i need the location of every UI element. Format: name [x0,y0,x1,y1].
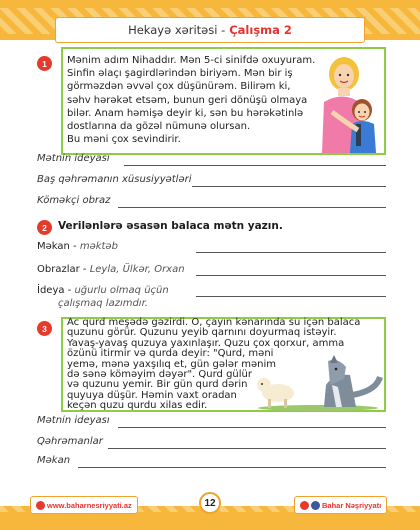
globe-icon [36,501,45,510]
field-label: Qəhrəmanlar [37,436,103,447]
task3-line: də sənə köməyim dəyər". Qurd gülür [67,369,252,381]
publisher-text: Bahar Nəşriyyatı [322,500,382,510]
answer-line[interactable] [196,296,386,297]
task3-line: yemə, mənə yaxşılıq et, gün gələr mənim [67,358,277,370]
task3-line: Yavaş-yavaş quzuya yaxınlaşır. Quzu çox qorxur, amma [67,337,345,349]
row-label: Obrazlar - [37,264,90,275]
answer-line[interactable] [196,275,386,276]
field-row [37,455,70,466]
task2-row-setting [37,241,118,252]
title-text: Hekayə xəritəsi - [128,23,226,37]
row-value: uğurlu olmaq üçün [74,285,169,296]
field-label: Köməkçi obraz [37,195,111,206]
task3-line: keçən quzu qurdu xilas edir. [67,400,208,412]
task1-line: Sinfin əlaçı şagirdlərindən biriyəm. Mən bir iş [67,68,293,80]
task3-number: 3 [37,321,52,336]
task2-instruction: Verilənlərə əsasən balaca mətn yazın. [58,220,283,232]
row-value: çalışmaq lazımdır. [58,298,148,309]
row-value: Leyla, Ülkər, Orxan [89,264,185,275]
task2-row-characters [37,264,185,275]
answer-line[interactable] [118,207,386,208]
task3-line: və quzunu yemir. Bir gün qurd dərin [67,379,248,391]
task1-line: bilər. Anam həmişə deyir ki, sən bu hərəkətinlə [67,107,304,119]
answer-line[interactable] [118,427,386,428]
facebook-icon [311,501,320,510]
answer-line[interactable] [108,448,386,449]
row-label: İdeya - [37,285,75,296]
footer-band [0,512,420,530]
task1-line: görməzdən əvvəl çox düşünürəm. Bilirəm ki, [67,81,291,93]
mother-son-illustration [312,52,384,153]
instagram-icon [300,501,309,510]
answer-line[interactable] [196,252,386,253]
answer-line[interactable] [124,165,386,166]
task3-line: quzunu görür. Quzunu yeyib qarnını doyurmaq istəyir. [67,327,337,339]
footer-publisher[interactable] [294,496,387,514]
task3-line: quyuya düşür. Həmin vaxt oradan [67,389,237,401]
task1-number: 1 [37,56,52,71]
task1-line: Bu məni çox sevindirir. [67,134,181,146]
footer-website[interactable] [30,496,138,514]
title-highlight: Çalışma 2 [229,23,292,37]
page-number: 12 [199,492,221,514]
task2-row-idea-cont [58,298,148,309]
row-label: Məkan - [37,241,80,252]
field-label: Baş qəhrəmanın xüsusiyyətləri [37,174,192,185]
task2-number: 2 [37,220,52,235]
field-label: Mətnin ideyası [37,415,110,426]
website-text: www.baharnesriyyati.az [47,500,132,510]
task1-paragraph [67,54,315,146]
field-row [37,174,192,185]
page-title [55,17,365,43]
task1-line: Mənim adım Nihaddır. Mən 5-ci sinifdə oxuyuram. [67,55,316,66]
task1-line: səhv hərəkət etsəm, bunun geri dönüşü olmaya [67,94,308,106]
field-row [37,436,103,447]
field-row [37,153,110,164]
task3-line: özünü itirmir və qurda deyir: "Qurd, məni [67,348,274,360]
task2-row-idea [37,285,169,296]
field-row [37,195,110,206]
task1-line: dostlarına da gözəl nümunə olursan. [67,121,251,133]
wolf-lamb-illustration [252,355,384,411]
answer-line[interactable] [78,467,386,468]
field-row [37,415,110,426]
task3-line: Ac qurd meşədə gəzirdi. O, çayın kənarında su içən balaca [67,317,361,328]
row-value: məktəb [79,241,118,252]
answer-line[interactable] [192,186,386,187]
field-label: Məkan [37,455,71,466]
field-label: Mətnin ideyası [37,153,110,164]
